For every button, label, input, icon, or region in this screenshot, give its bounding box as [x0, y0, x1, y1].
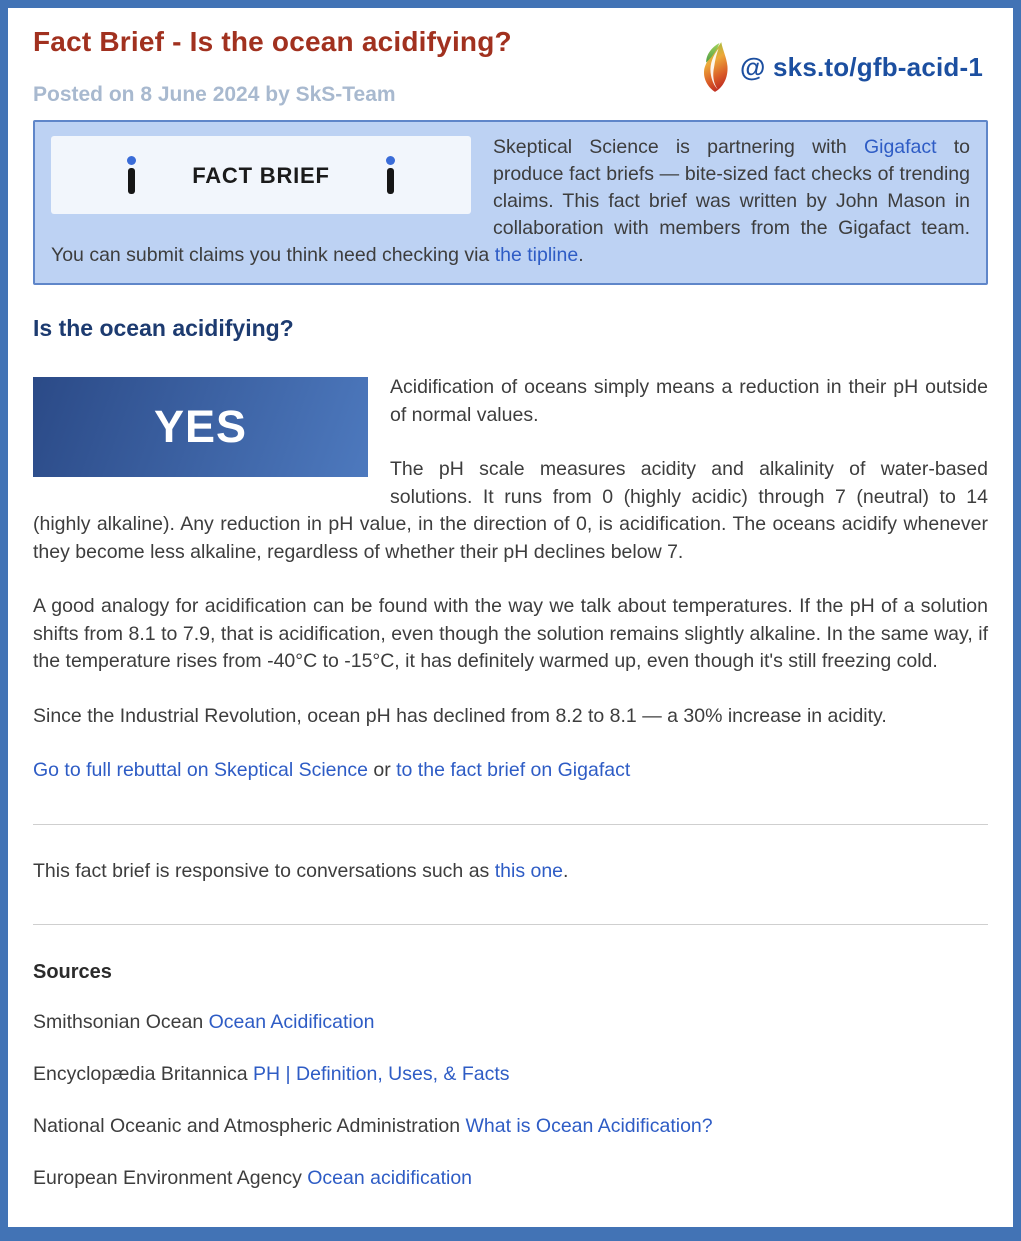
conversation-line	[33, 858, 988, 886]
paragraph-ph-scale: The pH scale measures acidity and alkalinity of water-based solutions. It runs from 0 (highly acidic) through 7 (neutral) to 14 (highly alkaline). Any reduction in pH value, in the direction of 0, is acidification. The oceans acidify whenever they become less alkaline, regardless of whether their pH declines below 7.	[33, 458, 988, 563]
source-link-noaa[interactable]: What is Ocean Acidification?	[465, 1115, 713, 1137]
question-heading: Is the ocean acidifying?	[33, 315, 294, 341]
answer-section	[33, 374, 988, 593]
source-item-eea	[33, 1165, 988, 1192]
shortlink-url: @ sks.to/gfb-acid-1	[740, 51, 983, 82]
answer-box: YES	[33, 377, 368, 477]
conversation-text-after: .	[563, 859, 569, 882]
source-prefix: European Environment Agency	[33, 1167, 308, 1189]
panel-text: to produce fact briefs — bite-sized fact checks of trending claims. This fact brief was written by John Mason in collaboration with members from the Gigafact team. You can submit claims you think need checking via	[51, 136, 970, 266]
paragraph-industrial-revolution: Since the Industrial Revolution, ocean pH has declined from 8.2 to 8.1 — a 30% increase in acidity.	[33, 704, 887, 727]
divider	[33, 924, 988, 925]
source-prefix: National Oceanic and Atmospheric Administration	[33, 1115, 466, 1137]
fact-brief-i-icon	[127, 156, 136, 194]
source-link-smithsonian[interactable]: Ocean Acidification	[208, 1011, 375, 1033]
source-prefix: Encyclopædia Britannica	[33, 1063, 254, 1085]
paragraph-acidification-definition: Acidification of oceans simply means a reduction in their pH outside of normal values.	[390, 376, 988, 426]
fact-brief-i-icon	[386, 156, 395, 194]
source-link-britannica[interactable]: PH | Definition, Uses, & Facts	[253, 1063, 510, 1085]
source-link-eea[interactable]: Ocean acidification	[307, 1167, 473, 1189]
posted-byline: Posted on 8 June 2024 by SkS-Team	[33, 83, 396, 106]
sources-heading: Sources	[33, 961, 112, 983]
divider	[33, 824, 988, 825]
source-item-britannica	[33, 1061, 988, 1088]
conversation-text: This fact brief is responsive to conversations such as	[33, 859, 495, 882]
source-item-smithsonian	[33, 1009, 988, 1036]
panel-text: .	[578, 244, 584, 266]
fact-brief-logo	[51, 136, 471, 214]
fact-brief-logo-label: FACT BRIEF	[192, 162, 330, 188]
panel-text: Skeptical Science is partnering with	[493, 136, 864, 158]
full-rebuttal-link[interactable]: Go to full rebuttal on Skeptical Science	[33, 759, 368, 781]
link-separator: or	[367, 759, 397, 781]
tipline-link[interactable]: the tipline	[494, 244, 579, 266]
gigafact-link[interactable]: Gigafact	[863, 136, 937, 158]
source-item-noaa	[33, 1113, 988, 1140]
source-prefix: Smithsonian Ocean	[33, 1011, 209, 1033]
paragraph-temperature-analogy: A good analogy for acidification can be found with the way we talk about temperatures. If the pH of a solution shifts from 8.1 to 7.9, that is acidification, even though the solution remains slightly alkaline. In the same way, if the temperature rises from -40°C to -15°C, it has definitely warmed up, even though it's still freezing cold.	[33, 595, 988, 672]
conversation-link[interactable]: this one	[494, 859, 564, 882]
sks-flame-icon	[699, 42, 731, 92]
gigafact-intro-panel	[33, 120, 988, 285]
rebuttal-links-line	[33, 757, 988, 785]
page-title: Fact Brief - Is the ocean acidifying?	[33, 26, 512, 57]
gigafact-fact-brief-link[interactable]: to the fact brief on Gigafact	[396, 759, 631, 781]
shortlink	[699, 42, 983, 92]
